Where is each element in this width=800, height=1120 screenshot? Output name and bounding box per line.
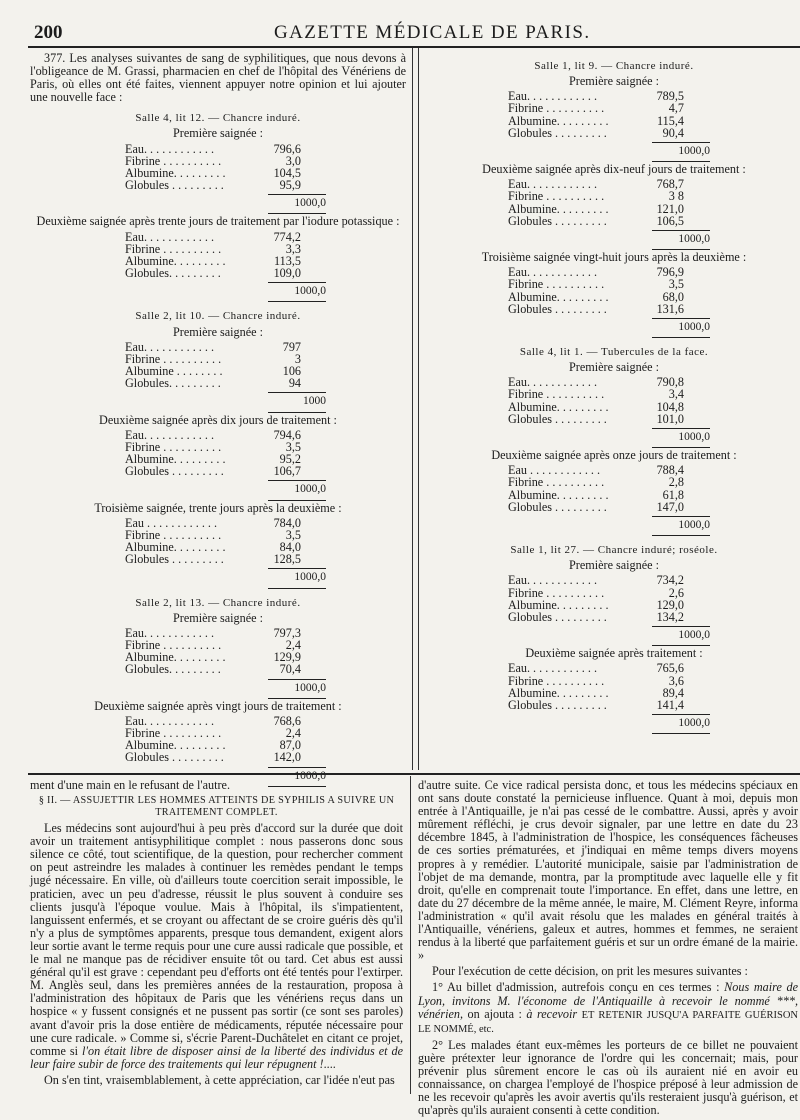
analysis-row: [125, 267, 301, 279]
component-value: 129,0: [656, 597, 684, 612]
component-label: Albumine. . . . . . . . .: [508, 487, 609, 502]
component-value: 141,4: [656, 697, 684, 712]
component-value: 142,0: [273, 750, 301, 765]
total-value: 1000,0: [678, 519, 710, 532]
component-value: 3,4: [668, 387, 684, 402]
component-label: Fibrine . . . . . . . . . .: [125, 637, 222, 652]
component-value: 788,4: [656, 463, 684, 478]
component-value: 90,4: [662, 125, 684, 140]
analysis-row: [508, 662, 684, 674]
component-value: 789,5: [656, 89, 684, 104]
component-label: Globules. . . . . . . . .: [125, 266, 221, 281]
analysis-column-right: [428, 52, 800, 734]
bleeding-label: Première saignée :: [172, 126, 263, 141]
column-divider: [412, 48, 413, 770]
analysis-row: [508, 115, 684, 127]
component-value: 70,4: [279, 662, 301, 677]
blood-analysis-table: [125, 429, 301, 478]
component-value: 796,9: [656, 265, 684, 280]
component-label: Albumine. . . . . . . . .: [125, 738, 226, 753]
component-value: 3,3: [285, 241, 301, 256]
bleeding-label: Première saignée :: [568, 558, 659, 573]
component-label: Albumine. . . . . . . . .: [125, 165, 226, 180]
component-label: Eau. . . . . . . . . . . .: [125, 229, 215, 244]
component-label: Fibrine . . . . . . . . . .: [508, 673, 605, 688]
section-rule: [28, 773, 800, 775]
analysis-row: [508, 278, 684, 290]
component-label: Fibrine . . . . . . . . . .: [125, 439, 222, 454]
case-title: Salle 4, lit 1. — Tubercules de la face.: [519, 346, 709, 359]
component-value: 87,0: [279, 738, 301, 753]
component-label: Albumine. . . . . . . . .: [125, 253, 226, 268]
bleeding-label: Deuxième saignée après dix-neuf jours de traitement :: [482, 162, 746, 177]
case-title: Salle 2, lit 10. — Chancre induré.: [135, 310, 301, 323]
component-label: Albumine. . . . . . . . .: [125, 540, 226, 555]
analysis-row: [508, 291, 684, 303]
analysis-row: [508, 203, 684, 215]
analysis-column-left: [30, 52, 406, 787]
component-label: Fibrine . . . . . . . . . .: [508, 189, 605, 204]
component-value: 84,0: [279, 540, 301, 555]
analysis-row: [125, 465, 301, 477]
analysis-row: [125, 377, 301, 389]
component-value: 106,7: [273, 464, 301, 479]
component-label: Globules . . . . . . . . .: [508, 499, 607, 514]
component-label: Eau. . . . . . . . . . . .: [508, 573, 598, 588]
component-value: 3: [294, 351, 301, 366]
component-value: 131,6: [656, 301, 684, 316]
blood-analysis-table: [125, 143, 301, 192]
component-value: 129,9: [273, 650, 301, 665]
component-value: 2,4: [285, 637, 301, 652]
component-label: Globules . . . . . . . . .: [508, 125, 607, 140]
component-value: 68,0: [662, 289, 684, 304]
component-value: 768,7: [656, 177, 684, 192]
component-label: Globules . . . . . . . . .: [125, 750, 224, 765]
component-value: 2,8: [668, 475, 684, 490]
component-value: 2,6: [668, 585, 684, 600]
component-label: Globules . . . . . . . . .: [125, 178, 224, 193]
component-value: 95,2: [279, 452, 301, 467]
component-label: Eau. . . . . . . . . . . .: [125, 141, 215, 156]
body-paragraph: Les médecins sont aujourd'hui à peu près d'accord sur la durée que doit avoir un traitement antisyphilitique complet : nous passerons donc sous silence ce côté, tout scientifique, de la question, pour rechercher comment on peut astreindre les malades à continuer les remèdes pendant le temps jugé nécessaire. En ville, où d'ailleurs toute coercition serait impossible, le praticien, avec un peu d'adresse, réussit le plus souvent à conduire ses clients jusqu'à l'époque voulue. Mais à l'hôpital, ils s'impatientent, languissent enfermés, et se croyant ou affectant de se croire guéris dès qu'il n'y a plus de symptômes apparents, presque tous demandent, exigent alors leur sortie avant le terme requis pour une cure aussi radicale que possible, et le mal ne manque pas de récidiver ensuite tôt ou tard. Cet abus est aussi général qu'il est grave : cependant peu d'efforts ont été tentés pour l'extirper. M. Anglès seul, dans les premières années de la restauration, proposa à l'administration des hôpitaux de Paris que les vénériens reçus dans un hospice « y fussent consignés et ne pussent pas sortir (ce sont ses paroles) avant d'avoir pris la dose entière de médicaments, réputée nécessaire pour une cure radicale. » Comme si, s'écrie Parent-Duchâtelet en citant ce projet, comme si l'on était libre de disposer ainsi de la liberté des individus et de leur faire subir de force des traitements qui leur répugnent !....: [30, 821, 404, 1071]
component-label: Albumine. . . . . . . . .: [125, 650, 226, 665]
analysis-row: [508, 388, 684, 400]
component-value: 2,4: [285, 725, 301, 740]
component-value: 147,0: [656, 499, 684, 514]
component-value: 94: [288, 376, 301, 391]
analysis-row: [508, 699, 684, 711]
bleeding-label: Deuxième saignée après traitement :: [525, 646, 703, 661]
case-title: Salle 4, lit 12. — Chancre induré.: [135, 112, 301, 125]
quote-italic: l'on était libre de disposer ainsi de la liberté des individus et de leur faire subir de force des traitements qui leur répugnent !: [30, 1043, 404, 1071]
component-label: Eau. . . . . . . . . . . .: [125, 427, 215, 442]
analysis-row: [508, 675, 684, 687]
analysis-total: [652, 230, 710, 250]
component-label: Globules . . . . . . . . .: [125, 464, 224, 479]
component-value: 115,4: [657, 113, 684, 128]
component-label: Eau. . . . . . . . . . . .: [508, 177, 598, 192]
component-label: Fibrine . . . . . . . . . .: [508, 101, 605, 116]
component-value: 765,6: [656, 661, 684, 676]
component-label: Albumine. . . . . . . . .: [125, 452, 226, 467]
bleeding-label: Deuxième saignée après trente jours de traitement par l'iodure potassique :: [36, 214, 400, 229]
analysis-total: [652, 318, 710, 338]
intro-paragraph: 377. Les analyses suivantes de sang de syphilitiques, que nous devons à l'obligeance de M. Grassi, pharmacien en chef de l'hôpital des Vénériens de Paris, où elles ont été faites, viennent appuyer notre opinion et lui ajouter une nouvelle face :: [30, 51, 406, 105]
component-value: 3 8: [668, 189, 684, 204]
blood-analysis-table: [125, 517, 301, 566]
component-label: Albumine. . . . . . . . .: [508, 685, 609, 700]
section-heading: § II. — ASSUJETTIR LES HOMMES ATTEINTS DE SYPHILIS A SUIVRE UN TRAITEMENT COMPLET.: [38, 795, 395, 818]
component-value: 106,5: [656, 213, 684, 228]
page-number: 200: [34, 22, 63, 43]
analysis-total: [268, 480, 326, 500]
component-value: 3,6: [668, 673, 684, 688]
component-value: 3,0: [285, 153, 301, 168]
continuation-line: ment d'une main en le refusant de l'autre.: [30, 778, 230, 792]
component-label: Fibrine . . . . . . . . . .: [508, 387, 605, 402]
analysis-row: [125, 663, 301, 675]
total-value: 1000,0: [678, 717, 710, 730]
analysis-row: [508, 102, 684, 114]
total-value: 1000,0: [294, 681, 326, 694]
bleeding-label: Deuxième saignée après onze jours de traitement :: [491, 448, 737, 463]
component-label: Globules . . . . . . . . .: [508, 609, 607, 624]
body-paragraph: On s'en tint, vraisemblablement, à cette appréciation, car l'idée n'eut pas: [44, 1072, 395, 1087]
component-value: 61,8: [662, 487, 684, 502]
analysis-total: [268, 679, 326, 699]
component-value: 4,7: [668, 101, 684, 116]
component-label: Eau. . . . . . . . . . . .: [125, 713, 215, 728]
bleeding-label: Troisième saignée vingt-huit jours après la deuxième :: [481, 250, 747, 265]
component-label: Eau. . . . . . . . . . . .: [508, 661, 598, 676]
case-title: Salle 1, lit 27. — Chancre induré; roséole.: [510, 544, 718, 557]
total-value: 1000,0: [678, 233, 710, 245]
component-value: 128,5: [273, 552, 301, 567]
component-value: 794,6: [273, 427, 301, 442]
header-rule: [28, 46, 800, 48]
bleeding-label: Première saignée :: [568, 360, 659, 375]
analysis-total: [268, 392, 326, 412]
component-value: 774,2: [273, 229, 301, 244]
component-label: Fibrine . . . . . . . . . .: [508, 475, 605, 490]
total-value: 1000,0: [294, 285, 326, 298]
case-list-right: [428, 60, 800, 734]
bleeding-label: Deuxième saignée après dix jours de traitement :: [99, 412, 337, 427]
blood-analysis-table: [125, 231, 301, 280]
component-label: Eau. . . . . . . . . . . .: [508, 375, 598, 390]
analysis-total: [652, 626, 710, 646]
analysis-total: [268, 568, 326, 588]
page-header: [0, 0, 800, 43]
analysis-row: [508, 127, 684, 139]
component-value: 106: [282, 364, 301, 379]
analysis-row: [508, 587, 684, 599]
component-value: 134,2: [656, 609, 684, 624]
component-label: Globules . . . . . . . . .: [508, 411, 607, 426]
component-value: 3,5: [285, 439, 301, 454]
component-label: Globules. . . . . . . . .: [125, 376, 221, 391]
component-value: 3,5: [668, 277, 684, 292]
blood-analysis-table: [125, 627, 301, 676]
total-value: 1000,0: [294, 571, 326, 584]
total-value: 1000,0: [294, 483, 326, 496]
component-value: 104,8: [656, 399, 684, 414]
body-paragraph: Pour l'exécution de cette décision, on prit les mesures suivantes :: [432, 964, 748, 979]
blood-analysis-table: [508, 574, 684, 623]
component-label: Albumine. . . . . . . . .: [508, 113, 609, 128]
bleeding-label: Première saignée :: [172, 324, 263, 339]
component-label: Eau. . . . . . . . . . . .: [508, 265, 598, 280]
analysis-row: [125, 553, 301, 565]
component-value: 95,9: [279, 178, 301, 193]
bleeding-label: Troisième saignée, trente jours après la deuxième :: [94, 500, 342, 515]
component-value: 3,5: [285, 527, 301, 542]
total-value: 1000,0: [678, 145, 710, 157]
component-value: 784,0: [273, 515, 301, 530]
analysis-total: [652, 714, 710, 734]
component-value: 89,4: [662, 685, 684, 700]
case-title: Salle 1, lit 9. — Chancre induré.: [534, 60, 694, 72]
component-value: 768,6: [273, 713, 301, 728]
analysis-total: [268, 194, 326, 214]
component-value: 121,0: [656, 201, 684, 216]
component-label: Albumine. . . . . . . . .: [508, 289, 609, 304]
component-label: Fibrine . . . . . . . . . .: [125, 351, 222, 366]
component-value: 113,5: [274, 253, 301, 268]
analysis-row: [508, 574, 684, 586]
component-label: Eau . . . . . . . . . . . .: [125, 515, 218, 530]
analysis-row: [508, 476, 684, 488]
component-value: 796,6: [273, 141, 301, 156]
component-value: 109,0: [273, 266, 301, 281]
text-column-divider: [410, 776, 411, 1094]
component-label: Fibrine . . . . . . . . . .: [125, 725, 222, 740]
analysis-row: [125, 231, 301, 243]
component-label: Fibrine . . . . . . . . . .: [508, 277, 605, 292]
total-value: 1000: [303, 395, 326, 408]
component-label: Eau. . . . . . . . . . . .: [508, 89, 598, 104]
total-value: 1000,0: [678, 321, 710, 333]
component-label: Globules. . . . . . . . .: [125, 662, 221, 677]
analysis-row: [125, 143, 301, 155]
blood-analysis-table: [508, 90, 684, 139]
component-label: Globules . . . . . . . . .: [508, 697, 607, 712]
journal-title: GAZETTE MÉDICALE DE PARIS.: [274, 22, 591, 43]
component-label: Albumine. . . . . . . . .: [508, 201, 609, 216]
component-label: Fibrine . . . . . . . . . .: [125, 153, 222, 168]
analysis-total: [652, 428, 710, 448]
component-label: Albumine . . . . . . . .: [125, 364, 223, 379]
blood-analysis-table: [508, 376, 684, 425]
total-value: 1000,0: [294, 769, 326, 782]
total-value: 1000,0: [678, 629, 710, 642]
bleeding-label: Première saignée :: [172, 610, 263, 625]
component-label: Globules . . . . . . . . .: [508, 301, 607, 316]
blood-analysis-table: [508, 266, 684, 315]
component-label: Fibrine . . . . . . . . . .: [125, 241, 222, 256]
bleeding-label: Deuxième saignée après vingt jours de traitement :: [94, 698, 342, 713]
component-label: Eau. . . . . . . . . . . .: [125, 339, 215, 354]
analysis-total: [652, 516, 710, 536]
blood-analysis-table: [508, 464, 684, 513]
component-label: Albumine. . . . . . . . .: [508, 399, 609, 414]
bleeding-label: Première saignée :: [568, 74, 659, 89]
text-column-right: [418, 779, 798, 1120]
analysis-row: [508, 611, 684, 623]
component-value: 797,3: [273, 625, 301, 640]
blood-analysis-table: [508, 662, 684, 711]
analysis-row: [508, 413, 684, 425]
case-title: Salle 2, lit 13. — Chancre induré.: [135, 596, 301, 609]
blood-analysis-table: [125, 341, 301, 390]
blood-analysis-table: [125, 715, 301, 764]
total-value: 1000,0: [678, 431, 710, 444]
component-value: 790,8: [656, 375, 684, 390]
analysis-row: [508, 215, 684, 227]
body-paragraph: d'autre suite. Ce vice radical persista donc, et tous les médecins spéciaux en ont sans doute constaté la pernicieuse influence. Quant à moi, depuis mon entrée à l'Antiquaille, je n'ai pas cessé de le combattre. Aussi, après y avoir mûrement réfléchi, je crus devoir signaler, par une lettre en date du 23 décembre 1845, à l'administration de l'hospice, les conséquences fâcheuses de ces sorties prématurées, et j'indiquai en même temps divers moyens propres à y remédier. L'autorité municipale, saisie par l'administration de l'objet de ma demande, montra, par la promptitude avec laquelle elle y fit droit, qu'elle en comprenait toute l'importance. En effet, dans une lettre, en date du 27 décembre de la même année, le maire, M. Clément Reyre, informa l'administration « qu'il avait résolu que les malades en général traités à l'Antiquaille, vénériens, galeux et autres, hommes et femmes, ne seraient rendus à la liberté que parfaitement guéris et sur un ordre émané de la mairie. »: [418, 778, 798, 963]
component-value: 797: [282, 339, 301, 354]
analysis-total: [652, 142, 710, 162]
analysis-row: [508, 501, 684, 513]
component-value: 101,0: [656, 411, 684, 426]
component-value: 104,5: [273, 165, 301, 180]
total-value: 1000,0: [294, 197, 326, 210]
component-label: Fibrine . . . . . . . . . .: [125, 527, 222, 542]
component-label: Globules . . . . . . . . .: [125, 552, 224, 567]
component-label: Albumine. . . . . . . . .: [508, 597, 609, 612]
column-divider: [418, 48, 419, 770]
component-label: Eau. . . . . . . . . . . .: [125, 625, 215, 640]
body-paragraph: 2° Les malades étant eux-mêmes les porteurs de ce billet ne pouvaient guère prétexter leur ignorance de l'ordre qui les concernait; mais, pour prévenir plus sûrement encore le cas où ils auraient nié en avoir eu connaissance, on chargea l'employé de l'hospice préposé à leur admission de ne les recevoir qu'après les avoir avertis qu'ils resteraient jusqu'à guérison, et qu'après qu'ils auraient consenti à cette condition.: [418, 1037, 798, 1118]
blood-analysis-table: [508, 178, 684, 227]
analysis-row: [508, 303, 684, 315]
component-label: Fibrine . . . . . . . . . .: [508, 585, 605, 600]
analysis-row: [125, 751, 301, 763]
case-list-left: [30, 112, 406, 786]
analysis-row: [508, 190, 684, 202]
body-paragraph: 1° Au billet d'admission, autrefois conçu en ces termes : Nous maire de Lyon, invitons M. l'économe de l'Antiquaille à recevoir le nommé ***, vénérien, on ajouta : à recevoir ET RETENIR JUSQU'A PARFAITE GUÉRISON LE NOMMÉ, etc.: [418, 980, 799, 1035]
text-column-left: [30, 779, 403, 1090]
analysis-row: [125, 179, 301, 191]
analysis-total: [268, 282, 326, 302]
component-label: Eau . . . . . . . . . . . .: [508, 463, 601, 478]
component-label: Globules . . . . . . . . .: [508, 213, 607, 228]
component-value: 734,2: [656, 573, 684, 588]
